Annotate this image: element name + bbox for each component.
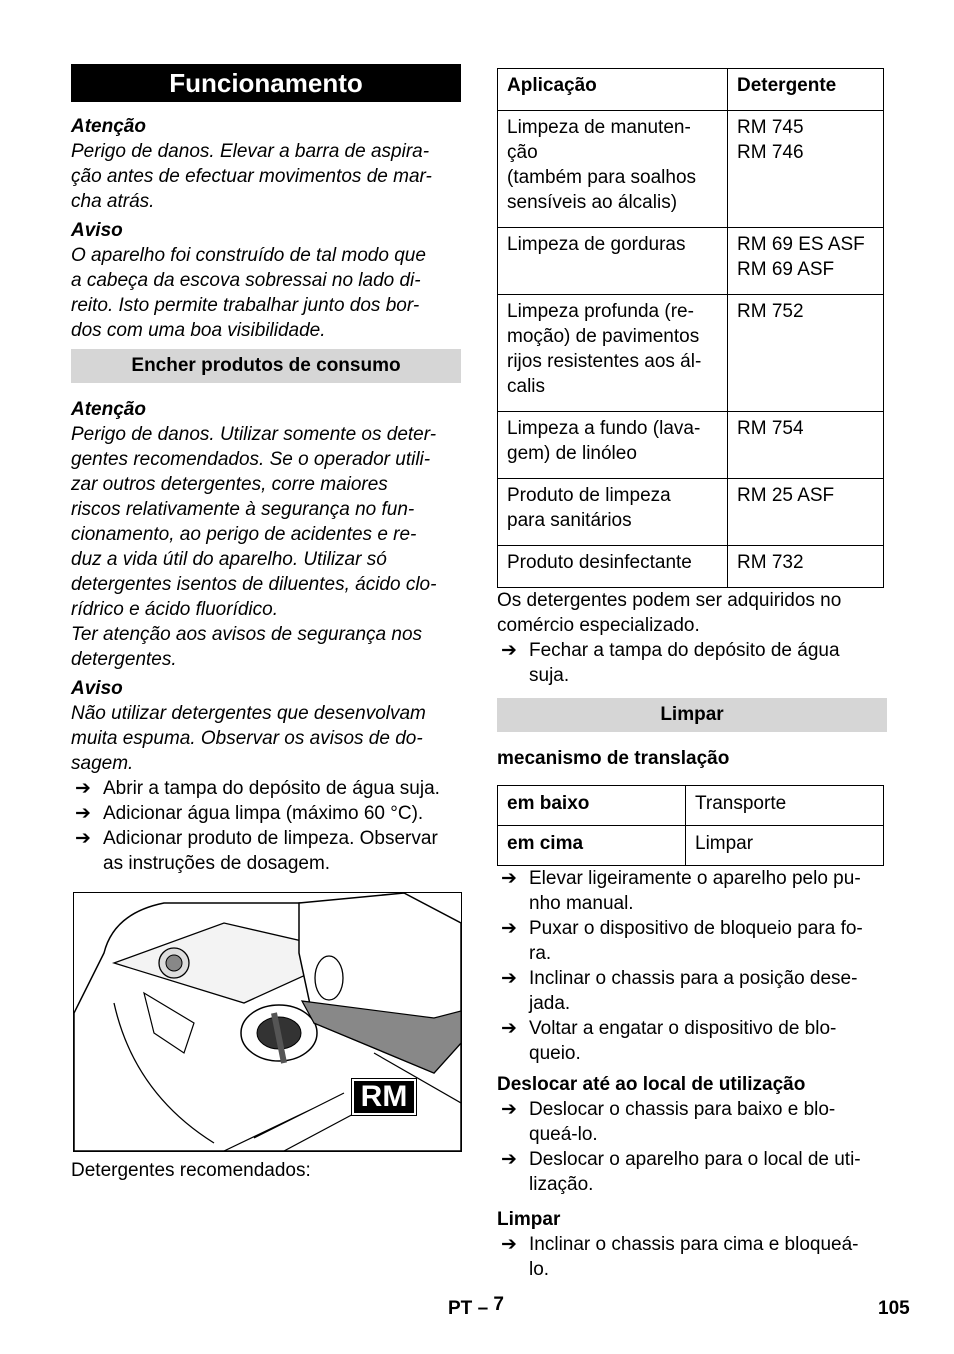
list-item [497,866,887,916]
table-cell: RM 69 ES ASF RM 69 ASF [728,228,884,295]
page-footer [0,1296,954,1326]
arrow-right-icon: ➔ [501,640,517,661]
table-header-cell: Aplicação [498,69,728,111]
footer-dash: – [477,1298,489,1319]
table-cell: em baixo [498,786,686,826]
availability-note: Os detergentes podem ser adquiridos no comércio especializado. [497,590,842,636]
table-header-row [498,69,884,111]
section-title-clean: Limpar [497,698,887,732]
figure-caption: Detergentes recomendados: [71,1160,311,1181]
table-cell: Limpar [686,826,884,866]
list-item-text: Voltar a engatar o dispositivo de blo- queio. [529,1018,837,1064]
table-row [498,826,884,866]
table-cell: Limpeza profunda (re- moção) de pavimentos rijos resistentes aos ál- calis [498,295,728,412]
attention-text: Perigo de danos. Elevar a barra de aspira- ção antes de efectuar movimentos de mar- cha atrás. [71,141,432,212]
list-item-text: Deslocar o chassis para baixo e blo- queá-lo. [529,1099,836,1145]
section-title-fill: Encher produtos de consumo [71,349,461,383]
notice-text: O aparelho foi construído de tal modo que a cabeça da escova sobressai no lado di- reito. Isto permite trabalhar junto dos bor- dos com uma boa visibilidade. [71,245,426,341]
list-item [497,1232,887,1282]
notice-text-2: Não utilizar detergentes que desenvolvam muita espuma. Observar os avisos de do- sagem. [71,703,426,774]
attention-text-2: Perigo de danos. Utilizar somente os deter- gentes recomendados. Se o operador utili- zar outros detergentes, corre maiores riscos relativamente à segurança no fun- cionamento, ao perigo de acidentes e re- duz a vida útil do aparelho. Utilizar só detergentes isentos de diluentes, ácido clo- rídrico e ácido fluorídico. Ter atenção aos avisos de segurança nos detergentes. [71,424,437,670]
list-item-text: Inclinar o chassis para cima e bloqueá- lo. [529,1234,859,1280]
list-item-text: Deslocar o aparelho para o local de uti- lização. [529,1149,861,1195]
footer-section-page: 7 [493,1294,504,1315]
mechanism-table-body [498,786,884,866]
list-item-text: Inclinar o chassis para a posição dese- jada. [529,968,858,1014]
arrow-right-icon: ➔ [501,1099,517,1120]
list-item [71,801,461,826]
table-row [498,111,884,228]
mechanism-steps-list [497,866,887,1066]
list-item-text: Puxar o dispositivo de bloqueio para fo- ra. [529,918,863,964]
table-cell: RM 754 [728,412,884,479]
list-item-text: Abrir a tampa do depósito de água suja. [103,778,440,799]
arrow-right-icon: ➔ [75,778,91,799]
table-row [498,228,884,295]
table-cell: RM 25 ASF [728,479,884,546]
list-item [497,1097,887,1147]
fill-steps-list [71,776,461,876]
arrow-right-icon: ➔ [75,803,91,824]
rm-badge: RM [352,1079,416,1115]
list-item-text: Elevar ligeiramente o aparelho pelo pu- nho manual. [529,868,861,914]
notice-label-2: Aviso [71,678,123,699]
table-cell: RM 732 [728,546,884,588]
right-column [497,68,887,1282]
detergent-table-body [498,111,884,588]
figure-pouring-detergent [73,892,462,1152]
list-item [497,916,887,966]
subheading-travel-mechanism: mecanismo de translação [497,748,730,769]
table-cell: Limpeza de manuten- ção (também para soalhos sensíveis ao álcalis) [498,111,728,228]
arrow-right-icon: ➔ [75,828,91,849]
arrow-right-icon: ➔ [501,1234,517,1255]
table-cell: RM 745 RM 746 [728,111,884,228]
subheading-clean: Limpar [497,1209,561,1230]
table-cell: RM 752 [728,295,884,412]
attention-label: Atenção [71,116,146,137]
page-number: 105 [878,1298,910,1319]
list-item-text: Adicionar água limpa (máximo 60 °C). [103,803,424,824]
table-cell: Limpeza de gorduras [498,228,728,295]
list-item [497,1016,887,1066]
arrow-right-icon: ➔ [501,918,517,939]
arrow-right-icon: ➔ [501,1018,517,1039]
table-cell: Produto desinfectante [498,546,728,588]
notice-label: Aviso [71,220,123,241]
list-item [497,1147,887,1197]
table-row [498,546,884,588]
table-row [498,786,884,826]
left-column [71,64,461,1183]
table-row [498,295,884,412]
list-item-text: Fechar a tampa do depósito de água suja. [529,640,840,686]
arrow-right-icon: ➔ [501,968,517,989]
detergent-table [497,68,884,588]
list-item [71,826,461,876]
table-cell: Limpeza a fundo (lava- gem) de linóleo [498,412,728,479]
table-row [498,479,884,546]
subheading-move-to-site: Deslocar até ao local de utilização [497,1074,806,1095]
table-cell: em cima [498,826,686,866]
table-row [498,412,884,479]
list-item [71,776,461,801]
mechanism-table [497,785,884,866]
page-title: Funcionamento [71,64,461,102]
table-cell: Transporte [686,786,884,826]
arrow-right-icon: ➔ [501,868,517,889]
list-item-text: Adicionar produto de limpeza. Observar as instruções de dosagem. [103,828,438,874]
attention-label-2: Atenção [71,399,146,420]
table-cell: Produto de limpeza para sanitários [498,479,728,546]
close-lid-step [497,638,887,688]
clean-steps-list [497,1232,887,1282]
list-item [497,966,887,1016]
list-item [497,638,887,688]
table-header-cell: Detergente [728,69,884,111]
footer-section-label [448,1296,504,1321]
move-steps-list [497,1097,887,1197]
footer-lang: PT [448,1298,473,1319]
arrow-right-icon: ➔ [501,1149,517,1170]
